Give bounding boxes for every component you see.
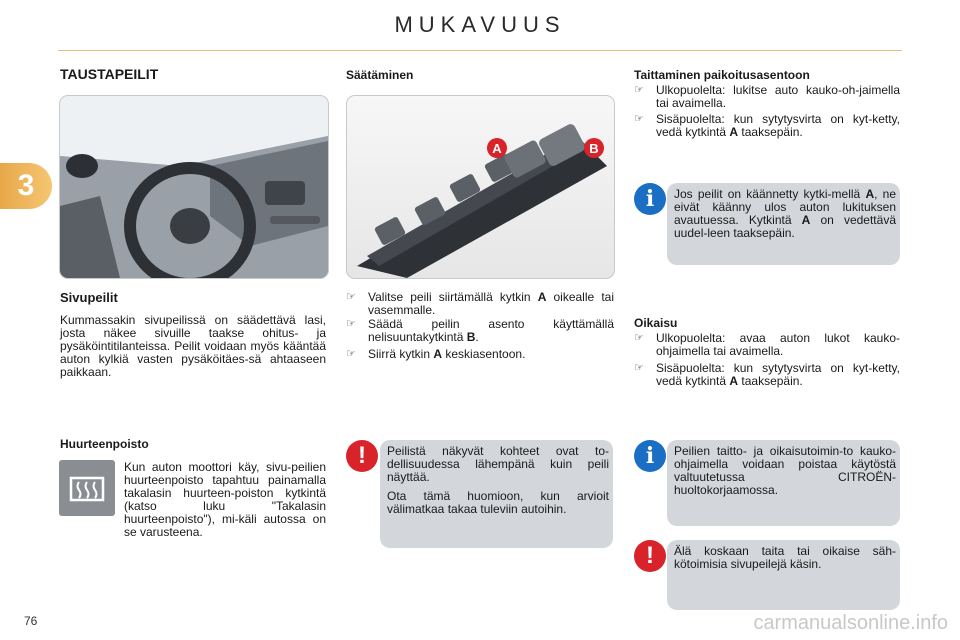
bullet-hand-icon: ☞ (634, 84, 644, 96)
warning-icon: ! (634, 540, 666, 572)
oikaisu-heading: Oikaisu (634, 316, 678, 330)
warning-text-1: Peilistä näkyvät kohteet ovat to-dellisuudessa lähempänä kuin peili näyttää. (387, 444, 609, 484)
page-header-title: MUKAVUUS (394, 12, 566, 37)
sivupeilit-text: Kummassakin sivupeilissä on säädettävä lasi, josta näkee sivuille taakse ohitus- ja pysäköintitilanteissa. Peilit voidaan myös kääntää auton kylkiä vasten pysäköitäes-sä ahtaaseen paikkaan. (60, 313, 326, 379)
header-divider (58, 50, 902, 51)
info-icon: i (634, 183, 666, 215)
warning-note-manual: Älä koskaan taita tai oikaise säh-kötoimisia sivupeilejä käsin. (667, 540, 900, 610)
saataminen-heading: Säätäminen (346, 68, 414, 82)
defrost-icon (59, 460, 115, 516)
watermark: carmanualsonline.info (753, 612, 948, 634)
warning-text-2: Ota tämä huomioon, kun arvioit välimatkaa takaa tuleviin autoihin. (387, 489, 609, 516)
section-title: TAUSTAPEILIT (60, 66, 159, 82)
fold-bullet-2: ☞ Sisäpuolelta: kun sytytysvirta on kyt-ketty, vedä kytkintä A taaksepäin. (634, 112, 900, 139)
label-b: B (589, 141, 599, 156)
mirror-switch-illustration (347, 96, 614, 278)
adjust-bullet-3: ☞ Siirrä kytkin A keskiasentoon. (346, 347, 526, 361)
adjust-bullet-2: ☞ Säädä peilin asento käyttämällä nelisuuntakytkintä B. (346, 317, 614, 344)
bullet-hand-icon: ☞ (346, 291, 356, 303)
info-note-service: Peilien taitto- ja oikaisutoimin-to kauko-ohjaimella voidaan poistaa käytöstä valtuutetussa CITROËN-huoltokorjaamossa. (667, 440, 900, 526)
fold-bullet-1: ☞ Ulkopuolelta: lukitse auto kauko-oh-jaimella tai avaimella. (634, 83, 900, 110)
mirror-switch-photo (346, 95, 615, 279)
adjust-bullet-1: ☞ Valitse peili siirtämällä kytkin A oikealle tai vasemmalle. (346, 290, 614, 317)
bullet-hand-icon: ☞ (634, 113, 644, 125)
bullet-hand-icon: ☞ (634, 362, 644, 374)
chapter-tab: 3 (0, 163, 52, 209)
warning-note-distance (380, 440, 613, 548)
unfold-bullet-2: ☞ Sisäpuolelta: kun sytytysvirta on kyt-ketty, vedä kytkintä A taaksepäin. (634, 361, 900, 388)
car-interior-photo (59, 95, 329, 279)
info-icon: i (634, 440, 666, 472)
bullet-hand-icon: ☞ (634, 332, 644, 344)
huurteenpoisto-heading: Huurteenpoisto (60, 437, 149, 451)
label-a: A (492, 141, 502, 156)
bullet-hand-icon: ☞ (346, 318, 356, 330)
huurteenpoisto-text: Kun auton moottori käy, sivu-peilien huurteenpoisto tapahtuu painamalla takalasin huurteen-poiston kytkintä (katso luku "Takalasin huurteenpoisto"), mi-käli autossa on se varusteena. (124, 460, 326, 539)
warning-icon: ! (346, 440, 378, 472)
page-number: 76 (24, 614, 38, 628)
unfold-bullet-1: ☞ Ulkopuolelta: avaa auton lukot kauko-ohjaimella tai avaimella. (634, 331, 900, 358)
info-note-fold: Jos peilit on käännetty kytki-mellä A, ne eivät käänny ulos auton lukituksen avautuessa. Kytkintä A on vedettävä uudel-leen taaksepäin. (667, 183, 900, 265)
sivupeilit-heading: Sivupeilit (60, 290, 118, 305)
car-interior-illustration (60, 96, 328, 278)
taittaminen-heading: Taittaminen paikoitusasentoon (634, 68, 810, 82)
bullet-hand-icon: ☞ (346, 348, 356, 360)
